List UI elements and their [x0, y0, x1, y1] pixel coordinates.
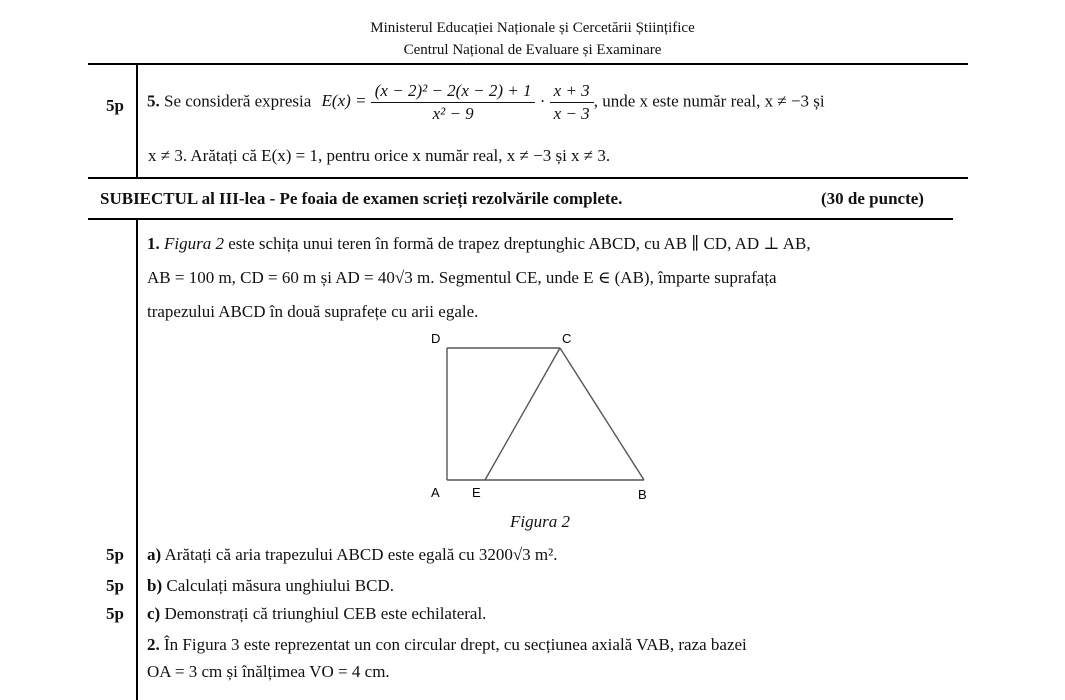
section-top-rule: [88, 177, 968, 179]
header-ministry: Ministerul Educației Naționale și Cercetării Științifice: [370, 20, 695, 36]
section-title: SUBIECTUL al III-lea - Pe foaia de examen scrieți rezolvările complete.: [100, 189, 623, 208]
section-bottom-rule: [88, 218, 953, 220]
vertex-label-C: C: [562, 331, 572, 346]
vertex-label-B: B: [638, 487, 647, 502]
item-a-text: Arătați că aria trapezului ABCD este egală cu 3200√3 m².: [164, 545, 558, 564]
problem-5-after: , unde x este număr real, x ≠ −3 și: [593, 91, 825, 111]
item-a: [147, 545, 558, 565]
problem-1-line3: trapezului ABCD în două suprafețe cu arii egale.: [147, 302, 479, 321]
fraction-2-numerator: x + 3: [550, 81, 594, 103]
vertex-label-A: A: [431, 485, 440, 500]
problem-2-line1: [147, 635, 747, 655]
vertex-label-E: E: [472, 485, 481, 500]
item-c: [147, 604, 486, 624]
item-c-label: c): [147, 604, 161, 623]
item-b: [147, 576, 394, 596]
problem-number: 2.: [147, 635, 160, 654]
points-column-rule-top: [136, 65, 138, 177]
header-center: Centrul Național de Evaluare și Examinare: [403, 42, 662, 58]
item-b-label: b): [147, 576, 163, 595]
figure-caption: Figura 2: [510, 512, 570, 531]
side-CB: [560, 348, 644, 480]
item-c-text: Demonstrați că triunghiul CEB este echilateral.: [164, 604, 487, 623]
fraction-2: [550, 81, 594, 124]
header-rule: [88, 63, 968, 65]
points-label: 5p: [106, 96, 124, 115]
points-label: 5p: [106, 604, 124, 623]
fraction-1-numerator: (x − 2)² − 2(x − 2) + 1: [371, 81, 536, 103]
points-column-rule-bottom: [136, 220, 138, 700]
points-label: 5p: [106, 576, 124, 595]
problem-1-line2: AB = 100 m, CD = 60 m și AD = 40√3 m. Segmentul CE, unde E ∈ (AB), împarte suprafața: [147, 268, 777, 287]
fraction-2-denominator: x − 3: [553, 104, 590, 123]
item-a-label: a): [147, 545, 162, 564]
section-points: (30 de puncte): [821, 189, 924, 208]
problem-5-line1: 5. Se consideră expresia E(x) = $\frac{\text{(x − 2)² − 2(x − 2) + 1}}{\text{x² − 9}}$ · $\frac{x + 3}{x - 3}$ , unde x este număr real, x ≠ −3 și: [147, 81, 825, 123]
segment-CE: [485, 348, 560, 480]
trapezoid-figure: [420, 325, 680, 510]
item-b-text: Calculați măsura unghiului BCD.: [166, 576, 394, 595]
problem-1-line1-text: este schița unui teren în formă de trapez dreptunghic ABCD, cu AB ∥ CD, AD ⊥ AB,: [223, 234, 811, 253]
expression-lhs: E(x) =: [321, 91, 367, 111]
points-label: 5p: [106, 545, 124, 564]
fraction-1-denominator: x² − 9: [432, 104, 474, 123]
vertex-label-D: D: [431, 331, 441, 346]
problem-2-line1-text: În Figura 3 este reprezentat un con circular drept, cu secțiunea axială VAB, raza bazei: [164, 635, 747, 654]
problem-1-line1: [147, 234, 811, 254]
problem-5-line2: x ≠ 3. Arătați că E(x) = 1, pentru orice x număr real, x ≠ −3 și x ≠ 3.: [148, 146, 611, 165]
problem-number: 1.: [147, 234, 160, 253]
problem-2-line2: OA = 3 cm și înălțimea VO = 4 cm.: [147, 662, 390, 681]
problem-number: 5.: [147, 91, 160, 111]
fraction-1: [371, 81, 536, 124]
figure-reference: Figura 2: [164, 234, 224, 253]
problem-5-intro: Se consideră expresia: [164, 91, 312, 111]
